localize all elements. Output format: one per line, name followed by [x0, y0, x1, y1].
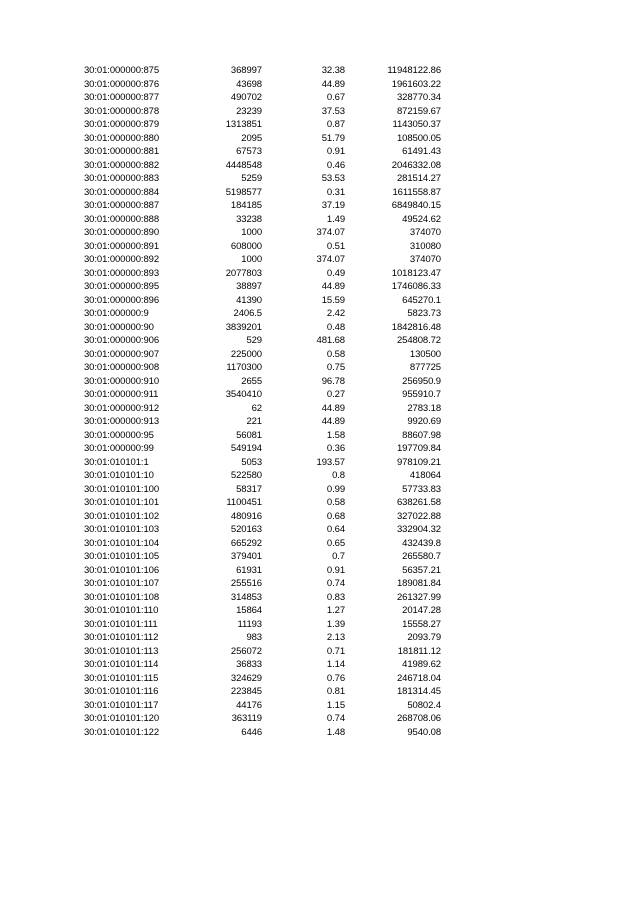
area-cell: 61931: [236, 564, 262, 576]
table-row: [84, 712, 441, 726]
value-cell: 61491.43: [402, 146, 441, 157]
value-cell: 1143050.37: [392, 119, 441, 130]
cadastral-number-cell: 30:01:010101:100: [84, 483, 160, 495]
rate-cell: 0.65: [326, 537, 345, 549]
area-cell: 1000: [241, 227, 262, 238]
rate-cell: 0.71: [326, 645, 345, 657]
rate-cell: 2.13: [326, 632, 345, 643]
area-cell: 67573: [236, 146, 262, 157]
rate-cell: 193.57: [316, 456, 345, 468]
value-cell: 9540.08: [407, 726, 441, 738]
cadastral-number-cell: 30:01:010101:113: [84, 645, 159, 657]
rate-cell: 1.27: [326, 605, 345, 616]
area-cell: 608000: [230, 240, 262, 252]
table-row: [84, 321, 441, 335]
value-cell: 281514.27: [396, 173, 441, 184]
table-row: [84, 307, 441, 321]
rate-cell: 0.64: [326, 524, 345, 535]
table-row: [84, 591, 441, 605]
rate-cell: 0.81: [326, 686, 345, 697]
rate-cell: 0.36: [326, 443, 345, 454]
rate-cell: 481.68: [316, 335, 345, 346]
value-cell: 2046332.08: [391, 159, 441, 171]
cadastral-number-cell: 30:01:000000:875: [84, 65, 160, 76]
rate-cell: 0.76: [326, 672, 345, 684]
table-row: [84, 645, 441, 659]
cadastral-number-cell: 30:01:000000:895: [84, 281, 160, 292]
rate-cell: 0.48: [326, 321, 345, 333]
table-row: [84, 240, 441, 254]
value-cell: 432439.8: [402, 537, 441, 549]
rate-cell: 44.89: [321, 402, 345, 414]
cadastral-number-cell: 30:01:000000:892: [84, 254, 160, 265]
rate-cell: 0.58: [326, 497, 345, 508]
value-cell: 638261.58: [396, 497, 441, 508]
table-row: [84, 199, 441, 213]
cadastral-number-cell: 30:01:010101:122: [84, 726, 160, 738]
rate-cell: 0.58: [326, 348, 345, 360]
cadastral-value-table: [84, 64, 441, 739]
cadastral-number-cell: 30:01:000000:908: [84, 362, 160, 373]
value-cell: 261327.99: [396, 591, 441, 603]
value-cell: 645270.1: [402, 294, 441, 306]
area-cell: 529: [246, 335, 262, 346]
value-cell: 11948122.86: [387, 65, 441, 76]
value-cell: 327022.88: [396, 510, 441, 522]
area-cell: 1100451: [226, 497, 262, 508]
cadastral-number-cell: 30:01:010101:115: [84, 672, 159, 684]
value-cell: 6849840.15: [391, 200, 441, 211]
cadastral-number-cell: 30:01:000000:878: [84, 105, 160, 117]
area-cell: 6446: [241, 726, 262, 738]
rate-cell: 0.91: [326, 564, 345, 576]
rate-cell: 0.75: [326, 362, 345, 373]
rate-cell: 44.89: [321, 281, 345, 292]
value-cell: 56357.21: [402, 564, 441, 576]
value-cell: 955910.7: [402, 389, 441, 400]
rate-cell: 0.87: [326, 119, 345, 130]
area-cell: 490702: [230, 92, 262, 103]
cadastral-number-cell: 30:01:010101:101: [84, 497, 160, 508]
area-cell: 2095: [241, 132, 262, 144]
table-row: [84, 294, 441, 308]
area-cell: 983: [246, 632, 262, 643]
cadastral-number-cell: 30:01:000000:879: [84, 119, 160, 130]
cadastral-number-cell: 30:01:010101:1: [84, 456, 149, 468]
table-row: [84, 564, 441, 578]
cadastral-number-cell: 30:01:010101:105: [84, 551, 160, 562]
cadastral-number-cell: 30:01:000000:913: [84, 416, 160, 427]
table-row: [84, 132, 441, 146]
value-cell: 374070: [409, 227, 441, 238]
area-cell: 15864: [236, 605, 262, 616]
cadastral-number-cell: 30:01:010101:102: [84, 510, 160, 522]
area-cell: 11193: [237, 618, 262, 630]
table-body: [84, 64, 441, 739]
rate-cell: 1.15: [326, 699, 345, 711]
cadastral-number-cell: 30:01:010101:107: [84, 578, 160, 589]
cadastral-number-cell: 30:01:000000:912: [84, 402, 160, 414]
cadastral-number-cell: 30:01:010101:110: [84, 605, 159, 616]
table-row: [84, 429, 441, 443]
table-row: [84, 496, 441, 510]
table-row: [84, 348, 441, 362]
rate-cell: 0.83: [326, 591, 345, 603]
area-cell: 36833: [236, 659, 262, 670]
rate-cell: 0.68: [326, 510, 345, 522]
table-row: [84, 105, 441, 119]
cadastral-number-cell: 30:01:000000:896: [84, 294, 160, 306]
table-row: [84, 456, 441, 470]
cadastral-number-cell: 30:01:000000:893: [84, 267, 160, 279]
value-cell: 978109.21: [396, 456, 441, 468]
rate-cell: 1.48: [326, 726, 345, 738]
area-cell: 23239: [236, 105, 262, 117]
area-cell: 1313851: [225, 119, 262, 130]
value-cell: 872159.67: [396, 105, 441, 117]
cadastral-number-cell: 30:01:010101:108: [84, 591, 160, 603]
value-cell: 20147.28: [402, 605, 441, 616]
table-row: [84, 64, 441, 78]
value-cell: 197709.84: [396, 443, 441, 454]
rate-cell: 32.38: [321, 65, 345, 76]
cadastral-number-cell: 30:01:010101:111: [84, 618, 158, 630]
value-cell: 877725: [409, 362, 441, 373]
area-cell: 5259: [241, 173, 262, 184]
area-cell: 520163: [230, 524, 262, 535]
table-row: [84, 253, 441, 267]
area-cell: 184185: [230, 200, 262, 211]
value-cell: 41989.62: [402, 659, 441, 670]
rate-cell: 1.58: [326, 429, 345, 441]
rate-cell: 44.89: [321, 416, 345, 427]
table-row: [84, 415, 441, 429]
area-cell: 3540410: [225, 389, 262, 400]
cadastral-number-cell: 30:01:000000:880: [84, 132, 160, 144]
value-cell: 50802.4: [407, 699, 441, 711]
area-cell: 4448548: [225, 159, 262, 171]
table-row: [84, 577, 441, 591]
area-cell: 5053: [241, 456, 262, 468]
rate-cell: 0.74: [326, 578, 345, 589]
table-row: [84, 159, 441, 173]
value-cell: 1018123.47: [391, 267, 441, 279]
table-row: [84, 145, 441, 159]
value-cell: 1746086.33: [391, 281, 441, 292]
cadastral-number-cell: 30:01:010101:104: [84, 537, 160, 549]
value-cell: 130500: [409, 348, 441, 360]
table-row: [84, 658, 441, 672]
area-cell: 5198577: [225, 186, 262, 198]
table-row: [84, 469, 441, 483]
value-cell: 2783.18: [407, 402, 441, 414]
cadastral-number-cell: 30:01:010101:112: [84, 632, 159, 643]
table-row: [84, 361, 441, 375]
table-row: [84, 442, 441, 456]
area-cell: 480916: [230, 510, 262, 522]
table-row: [84, 618, 441, 632]
table-row: [84, 402, 441, 416]
rate-cell: 0.91: [326, 146, 345, 157]
area-cell: 58317: [236, 483, 262, 495]
cadastral-number-cell: 30:01:000000:99: [84, 443, 154, 454]
cadastral-number-cell: 30:01:000000:90: [84, 321, 154, 333]
cadastral-number-cell: 30:01:000000:883: [84, 173, 160, 184]
rate-cell: 1.14: [326, 659, 345, 670]
area-cell: 38897: [236, 281, 262, 292]
value-cell: 181314.45: [396, 686, 441, 697]
table-row: [84, 91, 441, 105]
cadastral-number-cell: 30:01:010101:117: [84, 699, 159, 711]
cadastral-number-cell: 30:01:010101:120: [84, 713, 160, 724]
area-cell: 3839201: [225, 321, 262, 333]
area-cell: 379401: [230, 551, 262, 562]
area-cell: 2655: [241, 375, 262, 387]
rate-cell: 0.51: [326, 240, 345, 252]
value-cell: 256950.9: [402, 375, 441, 387]
value-cell: 15558.27: [402, 618, 441, 630]
table-row: [84, 388, 441, 402]
value-cell: 265580.7: [402, 551, 441, 562]
rate-cell: 0.31: [326, 186, 345, 198]
table-row: [84, 375, 441, 389]
cadastral-number-cell: 30:01:000000:876: [84, 78, 160, 90]
area-cell: 2077803: [225, 267, 262, 279]
area-cell: 324629: [230, 672, 262, 684]
area-cell: 223845: [230, 686, 262, 697]
cadastral-number-cell: 30:01:010101:114: [84, 659, 159, 670]
table-row: [84, 537, 441, 551]
rate-cell: 37.53: [321, 105, 345, 117]
cadastral-number-cell: 30:01:000000:881: [84, 146, 160, 157]
rate-cell: 1.39: [326, 618, 345, 630]
value-cell: 108500.05: [396, 132, 441, 144]
value-cell: 246718.04: [396, 672, 441, 684]
area-cell: 1170300: [226, 362, 262, 373]
rate-cell: 1.49: [326, 213, 345, 225]
cadastral-number-cell: 30:01:010101:116: [84, 686, 159, 697]
area-cell: 221: [246, 416, 262, 427]
rate-cell: 0.99: [326, 483, 345, 495]
rate-cell: 374.07: [316, 227, 345, 238]
value-cell: 5823.73: [407, 308, 441, 319]
area-cell: 41390: [236, 294, 262, 306]
area-cell: 363119: [231, 713, 262, 724]
rate-cell: 0.74: [326, 713, 345, 724]
rate-cell: 0.49: [326, 267, 345, 279]
rate-cell: 96.78: [321, 375, 345, 387]
table-row: [84, 267, 441, 281]
rate-cell: 37.19: [321, 200, 345, 211]
table-row: [84, 726, 441, 740]
cadastral-number-cell: 30:01:000000:906: [84, 335, 160, 346]
area-cell: 1000: [241, 254, 262, 265]
area-cell: 43698: [236, 78, 262, 90]
rate-cell: 2.42: [326, 308, 345, 319]
area-cell: 225000: [230, 348, 262, 360]
table-row: [84, 699, 441, 713]
cadastral-number-cell: 30:01:000000:907: [84, 348, 160, 360]
cadastral-number-cell: 30:01:000000:882: [84, 159, 160, 171]
table-row: [84, 226, 441, 240]
table-row: [84, 631, 441, 645]
table-row: [84, 118, 441, 132]
table-row: [84, 523, 441, 537]
area-cell: 2406.5: [233, 308, 262, 319]
cadastral-number-cell: 30:01:010101:106: [84, 564, 160, 576]
cadastral-number-cell: 30:01:010101:103: [84, 524, 160, 535]
cadastral-number-cell: 30:01:000000:888: [84, 213, 160, 225]
area-cell: 256072: [230, 645, 262, 657]
cadastral-number-cell: 30:01:000000:877: [84, 92, 160, 103]
rate-cell: 0.67: [326, 92, 345, 103]
value-cell: 1842816.48: [391, 321, 441, 333]
table-row: [84, 672, 441, 686]
cadastral-number-cell: 30:01:000000:95: [84, 429, 154, 441]
table-row: [84, 172, 441, 186]
rate-cell: 44.89: [321, 78, 345, 90]
area-cell: 368997: [230, 65, 262, 76]
cadastral-number-cell: 30:01:000000:9: [84, 308, 149, 319]
area-cell: 549194: [230, 443, 262, 454]
rate-cell: 0.8: [332, 470, 345, 481]
table-row: [84, 186, 441, 200]
cadastral-number-cell: 30:01:000000:910: [84, 375, 160, 387]
area-cell: 255516: [230, 578, 262, 589]
rate-cell: 0.46: [326, 159, 345, 171]
cadastral-number-cell: 30:01:000000:911: [84, 389, 159, 400]
area-cell: 56081: [236, 429, 262, 441]
cadastral-number-cell: 30:01:010101:10: [84, 470, 154, 481]
value-cell: 328770.34: [396, 92, 441, 103]
rate-cell: 51.79: [321, 132, 345, 144]
value-cell: 310080: [409, 240, 441, 252]
value-cell: 57733.83: [402, 483, 441, 495]
rate-cell: 0.7: [332, 551, 345, 562]
area-cell: 44176: [236, 699, 262, 711]
cadastral-number-cell: 30:01:000000:891: [84, 240, 160, 252]
rate-cell: 374.07: [316, 254, 345, 265]
value-cell: 254808.72: [396, 335, 441, 346]
table-row: [84, 78, 441, 92]
rate-cell: 15.59: [321, 294, 345, 306]
table-row: [84, 483, 441, 497]
value-cell: 9920.69: [407, 416, 441, 427]
table-row: [84, 510, 441, 524]
rate-cell: 0.27: [326, 389, 345, 400]
value-cell: 2093.79: [407, 632, 441, 643]
cadastral-number-cell: 30:01:000000:890: [84, 227, 160, 238]
value-cell: 1961603.22: [391, 78, 441, 90]
value-cell: 374070: [409, 254, 441, 265]
value-cell: 1611558.87: [392, 186, 441, 198]
area-cell: 665292: [230, 537, 262, 549]
value-cell: 418064: [409, 470, 441, 481]
value-cell: 49524.62: [402, 213, 441, 225]
area-cell: 522580: [230, 470, 262, 481]
rate-cell: 53.53: [321, 173, 345, 184]
table-row: [84, 334, 441, 348]
value-cell: 181811.12: [397, 645, 441, 657]
cadastral-number-cell: 30:01:000000:884: [84, 186, 160, 198]
value-cell: 332904.32: [396, 524, 441, 535]
table-row: [84, 685, 441, 699]
value-cell: 268708.06: [396, 713, 441, 724]
table-row: [84, 213, 441, 227]
area-cell: 33238: [236, 213, 262, 225]
value-cell: 189081.84: [396, 578, 441, 589]
table-row: [84, 604, 441, 618]
area-cell: 62: [251, 402, 262, 414]
value-cell: 88607.98: [402, 429, 441, 441]
table-row: [84, 550, 441, 564]
table-row: [84, 280, 441, 294]
cadastral-number-cell: 30:01:000000:887: [84, 200, 160, 211]
area-cell: 314853: [230, 591, 262, 603]
